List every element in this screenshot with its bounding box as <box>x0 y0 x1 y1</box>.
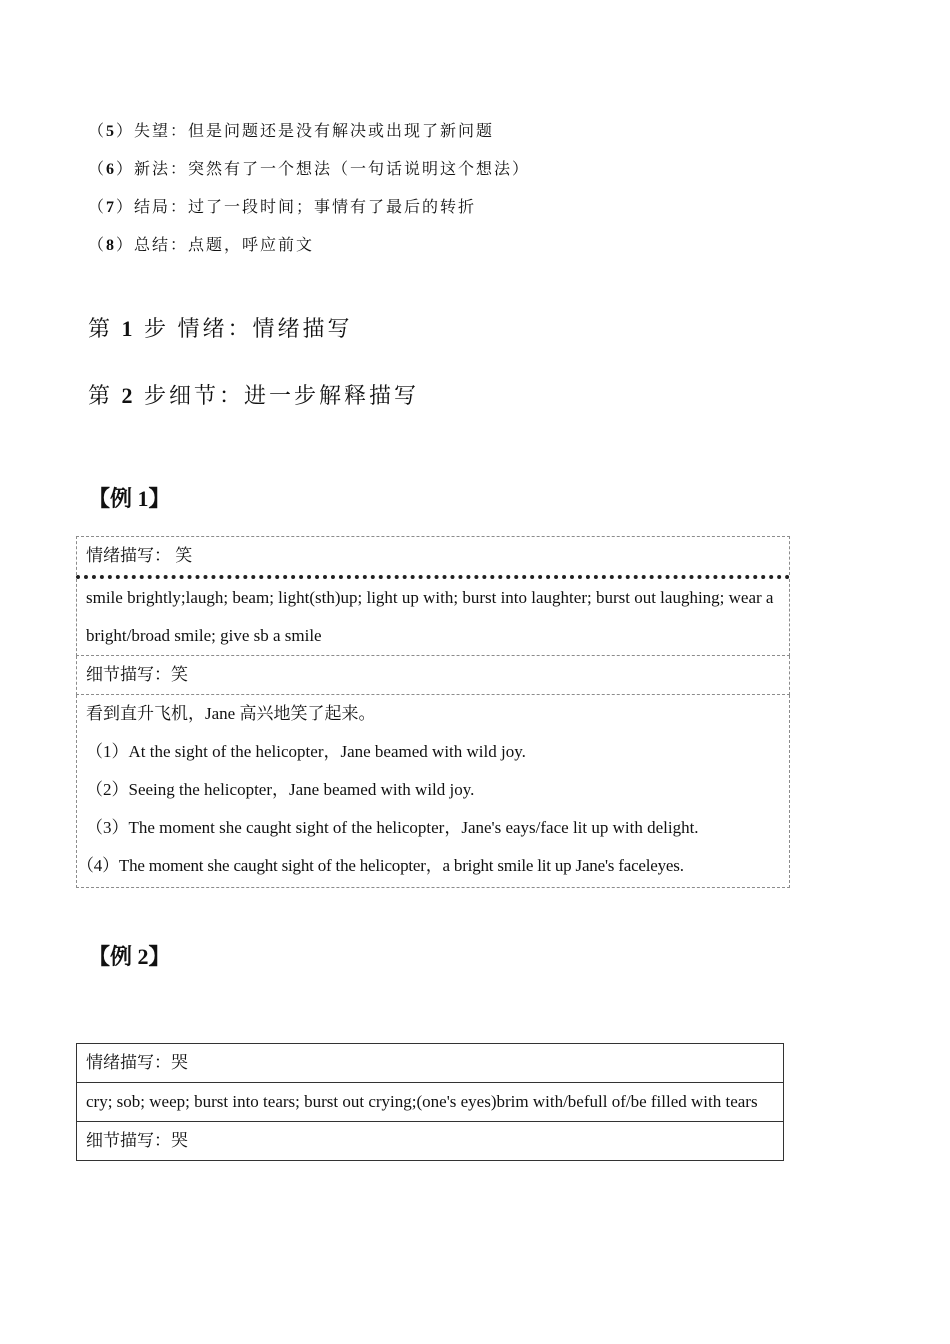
outline-item-5: （5）失望：但是问题还是没有解决或出现了新问题 <box>88 123 495 140</box>
vocab-cell: cry; sob; weep; burst into tears; burst out crying;(one's eyes)brim with/befull of/be filled with tears <box>77 1083 784 1122</box>
step-2: 第 2 步细节：进一步解释描写 <box>88 383 420 408</box>
example-1-table <box>76 536 790 888</box>
vocab-cell: smile brightly;laugh; beam; light(sth)up; light up with; burst into laughter; burst out laughing; wear a bright/broad smile; give sb a smile <box>77 577 790 656</box>
example-2-table <box>76 1043 784 1161</box>
example-prompt: 看到直升飞机，Jane 高兴地笑了起来。 <box>86 704 376 723</box>
example-sentence: （3）The moment she caught sight of the helicopter，Jane's eays/face lit up with delight. <box>86 818 699 837</box>
examples-cell <box>77 695 790 888</box>
example-sentence: （4）The moment she caught sight of the helicopter，a bright smile lit up Jane's faceleyes. <box>77 856 684 875</box>
emotion-label-cell: 情绪描写： 笑 <box>77 537 790 578</box>
outline-item-7: （7）结局：过了一段时间；事情有了最后的转折 <box>88 199 477 216</box>
detail-label-cell: 细节描写：笑 <box>77 656 790 695</box>
example-2-heading: 【例 2】 <box>88 944 171 969</box>
outline-item-8: （8）总结：点题，呼应前文 <box>88 237 315 254</box>
example-1-heading: 【例 1】 <box>88 486 171 511</box>
step-1: 第 1 步 情绪：情绪描写 <box>88 316 353 341</box>
detail-label-cell: 细节描写：哭 <box>77 1122 784 1161</box>
emotion-label-cell: 情绪描写：哭 <box>77 1044 784 1083</box>
example-sentence: （1）At the sight of the helicopter，Jane beamed with wild joy. <box>86 742 526 761</box>
outline-item-6: （6）新法：突然有了一个想法（一句话说明这个想法） <box>88 161 531 178</box>
example-sentence: （2）Seeing the helicopter，Jane beamed with wild joy. <box>86 780 475 799</box>
